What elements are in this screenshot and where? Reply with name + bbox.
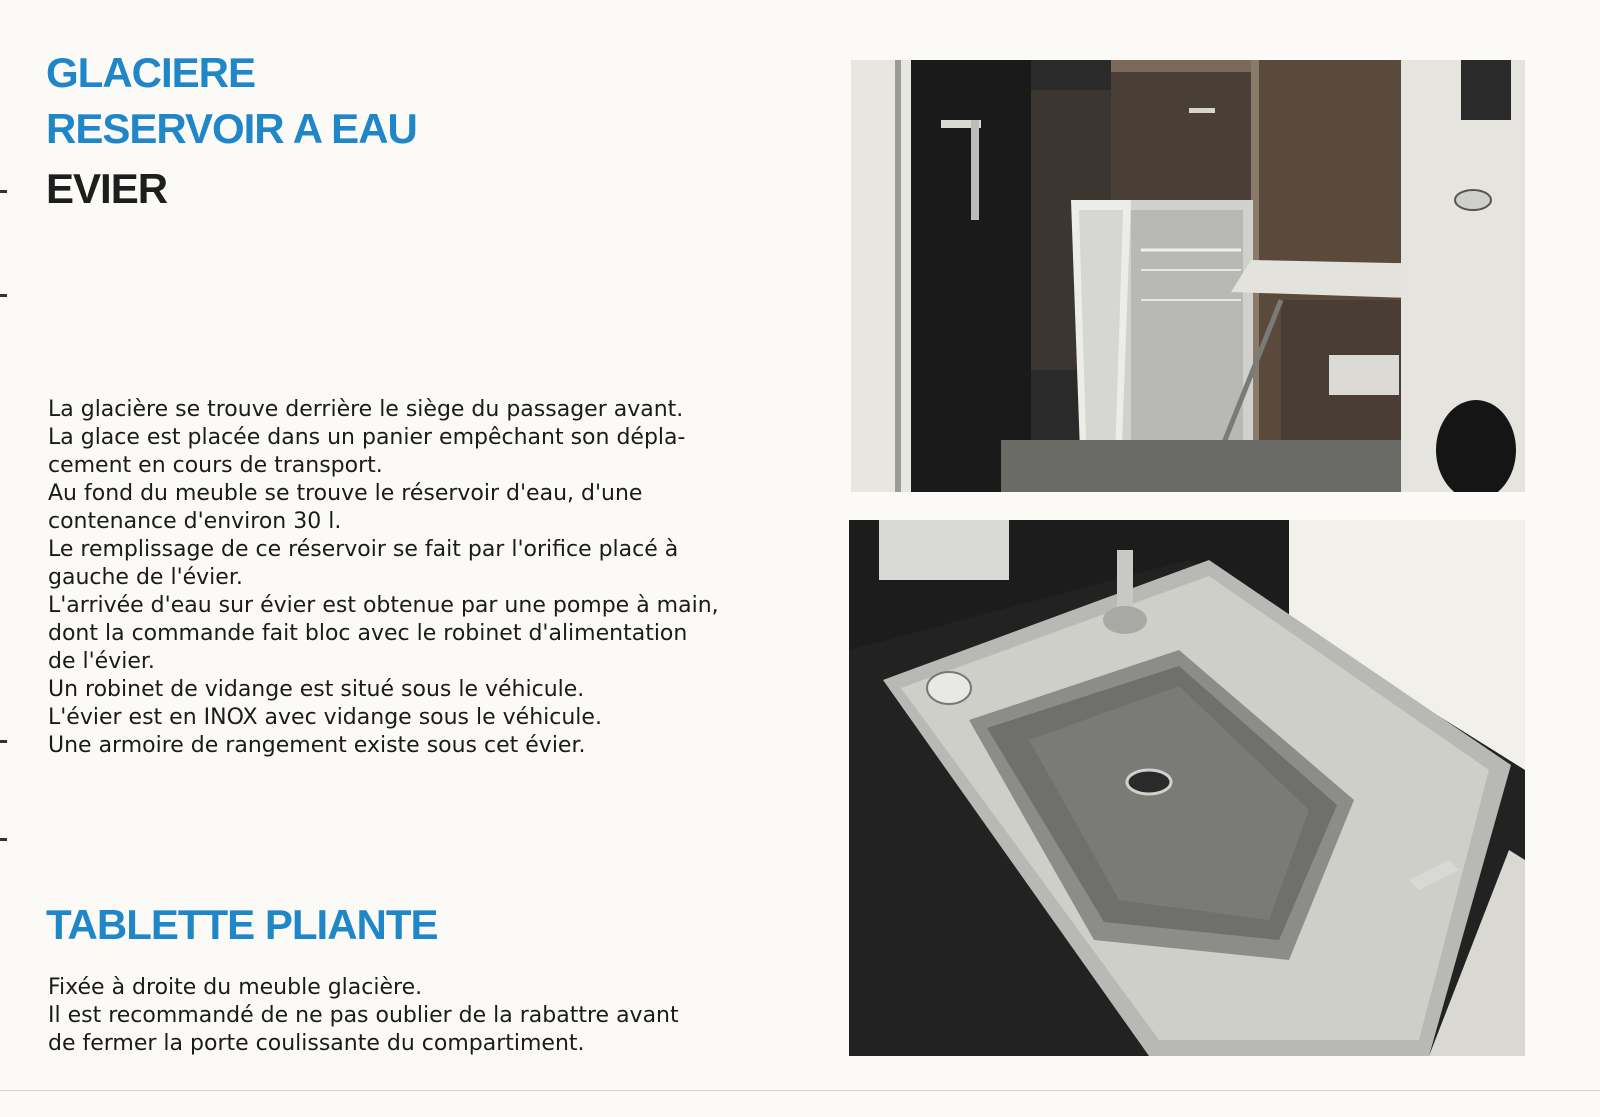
heading-evier: EVIER — [46, 165, 168, 212]
heading-tablette: TABLETTE PLIANTE — [46, 901, 438, 948]
text-line: La glacière se trouve derrière le siège du passager avant. — [48, 397, 684, 422]
text-line: cement en cours de transport. — [48, 453, 383, 478]
text-line: La glace est placée dans un panier empêchant son dépla- — [48, 425, 686, 450]
text-line: dont la commande fait bloc avec le robinet d'alimentation — [48, 621, 688, 646]
text-line: Fixée à droite du meuble glacière. — [48, 975, 423, 1000]
text-line: Une armoire de rangement existe sous cet évier. — [48, 733, 586, 758]
binding-mark — [0, 740, 7, 743]
binding-mark — [0, 190, 7, 193]
text-line: Un robinet de vidange est situé sous le véhicule. — [48, 677, 585, 702]
glaciere-paragraph — [48, 396, 768, 760]
heading-glaciere: GLACIERE — [46, 49, 256, 96]
text-line: de l'évier. — [48, 649, 155, 674]
text-line: contenance d'environ 30 l. — [48, 509, 342, 534]
page-edge — [0, 1090, 1600, 1091]
tablette-paragraph — [48, 974, 768, 1058]
text-line: Le remplissage de ce réservoir se fait par l'orifice placé à — [48, 537, 679, 562]
icebox-photo-illustration — [851, 60, 1525, 492]
heading-reservoir: RESERVOIR A EAU — [46, 105, 417, 152]
text-line: L'arrivée d'eau sur évier est obtenue par une pompe à main, — [48, 593, 719, 618]
text-line: gauche de l'évier. — [48, 565, 243, 590]
text-line: de fermer la porte coulissante du compartiment. — [48, 1031, 585, 1056]
text-line: Il est recommandé de ne pas oublier de la rabattre avant — [48, 1003, 679, 1028]
binding-mark — [0, 838, 7, 841]
binding-mark — [0, 294, 7, 297]
sink-photo — [849, 520, 1525, 1056]
text-line: L'évier est en INOX avec vidange sous le véhicule. — [48, 705, 602, 730]
sink-photo-illustration — [849, 520, 1525, 1056]
text-line: Au fond du meuble se trouve le réservoir d'eau, d'une — [48, 481, 643, 506]
icebox-cabinet-photo — [851, 60, 1525, 492]
